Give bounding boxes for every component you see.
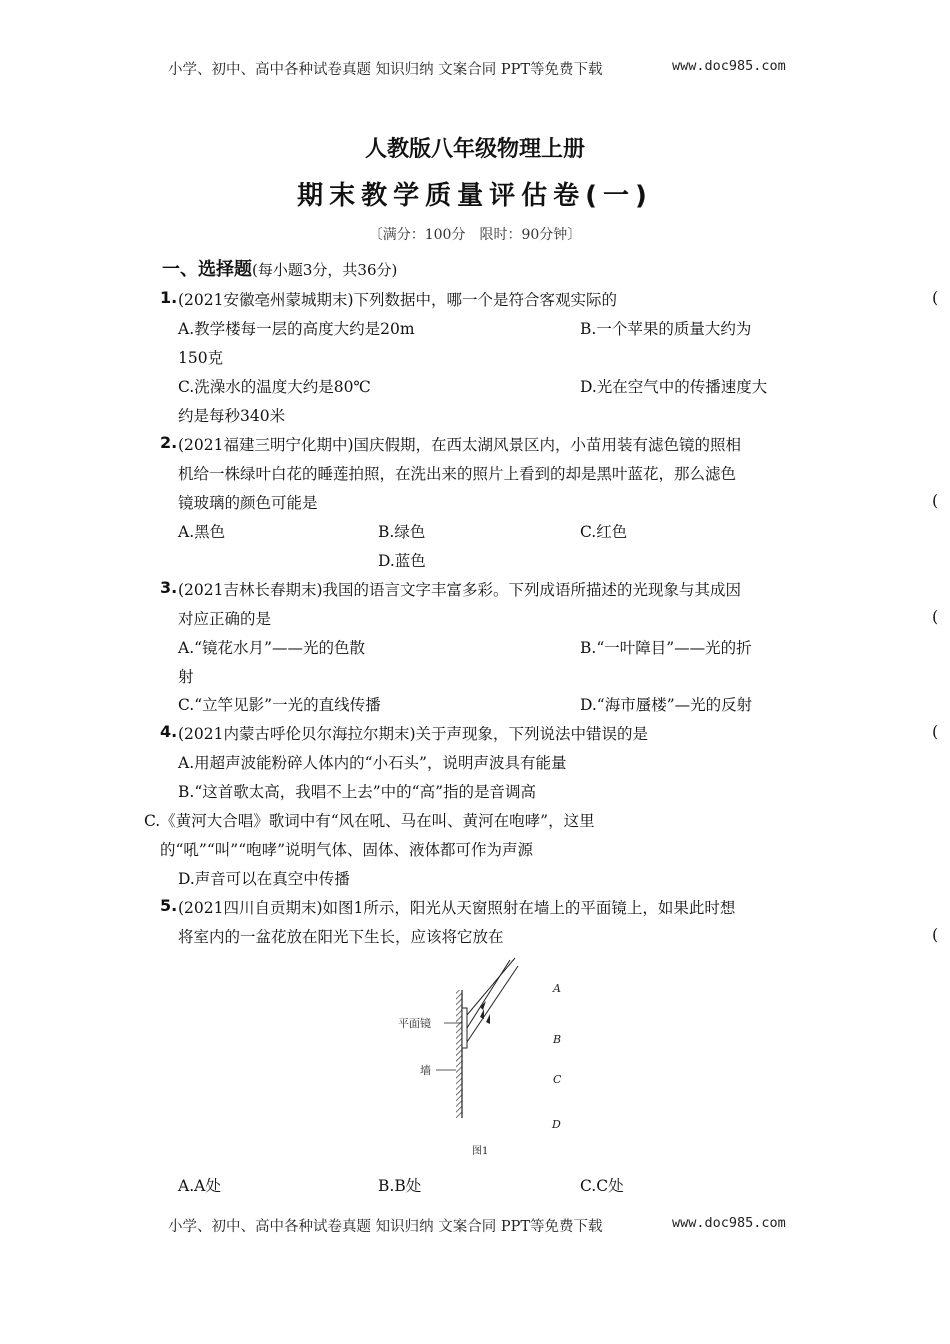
q1-option-b-cont: 150克 (178, 349, 224, 367)
q1-option-d: D.光在空气中的传播速度大 (580, 378, 768, 396)
q1-stem: (2021安徽亳州蒙城期末)下列数据中，哪一个是符合客观实际的 (178, 291, 618, 309)
q2-stem-line1: (2021福建三明宁化期中)国庆假期，在西太湖风景区内，小苗用装有滤色镜的照相 (178, 436, 742, 454)
wall-hatching (456, 990, 462, 1118)
q4-option-a: A.用超声波能粉碎人体内的“小石头”，说明声波具有能量 (178, 754, 567, 772)
question-number: 4. (160, 722, 178, 741)
score-info: 〔满分：100分 限时：90分钟〕 (368, 227, 582, 243)
header-text: 小学、初中、高中各种试卷真题 知识归纳 文案合同 PPT等免费下载 (168, 62, 603, 78)
light-ray (467, 966, 518, 1042)
q3-stem-line1: (2021吉林长春期末)我国的语言文字丰富多彩。下列成语所描述的光现象与其成因 (178, 581, 742, 599)
question-number: 3. (160, 578, 178, 597)
q5-option-a: A.A处 (178, 1177, 221, 1195)
footer-text: 小学、初中、高中各种试卷真题 知识归纳 文案合同 PPT等免费下载 (168, 1219, 603, 1235)
q1-option-b: B.一个苹果的质量大约为 (580, 320, 752, 338)
q3-option-a: A.“镜花水月”——光的色散 (178, 639, 365, 657)
q5-stem-line2: 将室内的一盆花放在阳光下生长，应该将它放在 (178, 928, 504, 946)
q2-stem-line3: 镜玻璃的颜色可能是 (178, 494, 318, 512)
q2-option-b: B.绿色 (378, 523, 426, 541)
figure-mirror-diagram (380, 950, 600, 1170)
q1-option-a: A.教学楼每一层的高度大约是20m (178, 320, 415, 338)
header-url[interactable]: www.doc985.com (672, 58, 786, 74)
wall-label: 墙 (420, 1064, 431, 1077)
q2-stem-line2: 机给一株绿叶白花的睡莲拍照，在洗出来的照片上看到的却是黑叶蓝花，那么滤色 (178, 465, 737, 483)
q5-option-b: B.B处 (378, 1177, 422, 1195)
point-a-label: A (553, 982, 561, 995)
q3-option-b-cont: 射 (178, 668, 194, 686)
q3-option-c: C.“立竿见影”一光的直线传播 (178, 696, 381, 714)
question-number: 1. (160, 288, 178, 307)
answer-paren: ( (932, 491, 939, 510)
ray-arrow (486, 1014, 490, 1024)
point-d-label: D (552, 1118, 561, 1131)
q2-option-c: C.红色 (580, 523, 628, 541)
question-number: 2. (160, 433, 178, 452)
q4-stem: (2021内蒙古呼伦贝尔海拉尔期末)关于声现象，下列说法中错误的是 (178, 725, 649, 743)
exam-title: 期末教学质量评估卷(一) (297, 181, 653, 211)
section-note: (每小题3分，共36分) (252, 261, 398, 279)
q2-option-d: D.蓝色 (378, 552, 426, 570)
answer-paren: ( (932, 722, 939, 741)
mirror-label: 平面镜 (398, 1017, 431, 1030)
q3-stem-line2: 对应正确的是 (178, 610, 272, 628)
section-heading (162, 255, 397, 281)
answer-paren: ( (932, 288, 939, 307)
point-c-label: C (553, 1073, 562, 1086)
q4-option-b: B.“这首歌太高，我唱不上去”中的“高”指的是音调高 (178, 783, 537, 801)
answer-paren: ( (932, 925, 939, 944)
q2-option-a: A.黑色 (178, 523, 226, 541)
section-title: 一、选择题 (162, 259, 252, 280)
q5-option-c: C.C处 (580, 1177, 624, 1195)
answer-paren: ( (932, 607, 939, 626)
q3-option-d: D.“海市蜃楼”—光的反射 (580, 696, 753, 714)
mirror (462, 1008, 467, 1048)
q3-option-b: B.“一叶障目”——光的折 (580, 639, 752, 657)
q4-option-c-cont: 的“吼”“叫”“咆哮”说明气体、固体、液体都可作为声源 (160, 841, 534, 859)
figure-caption: 图1 (472, 1146, 489, 1157)
ray-arrow (480, 1009, 484, 1019)
q5-stem-line1: (2021四川自贡期末)如图1所示，阳光从天窗照射在墙上的平面镜上，如果此时想 (178, 899, 736, 917)
q4-option-c: C.《黄河大合唱》歌词中有“风在吼、马在叫、黄河在咆哮”，这里 (144, 812, 595, 830)
question-number: 5. (160, 896, 178, 915)
q1-option-d-cont: 约是每秒340米 (178, 407, 286, 425)
q1-option-c: C.洗澡水的温度大约是80℃ (178, 378, 371, 396)
q4-option-d: D.声音可以在真空中传播 (178, 870, 350, 888)
page-title: 人教版八年级物理上册 (364, 137, 585, 162)
footer-url[interactable]: www.doc985.com (672, 1215, 786, 1231)
point-b-label: B (553, 1033, 562, 1046)
